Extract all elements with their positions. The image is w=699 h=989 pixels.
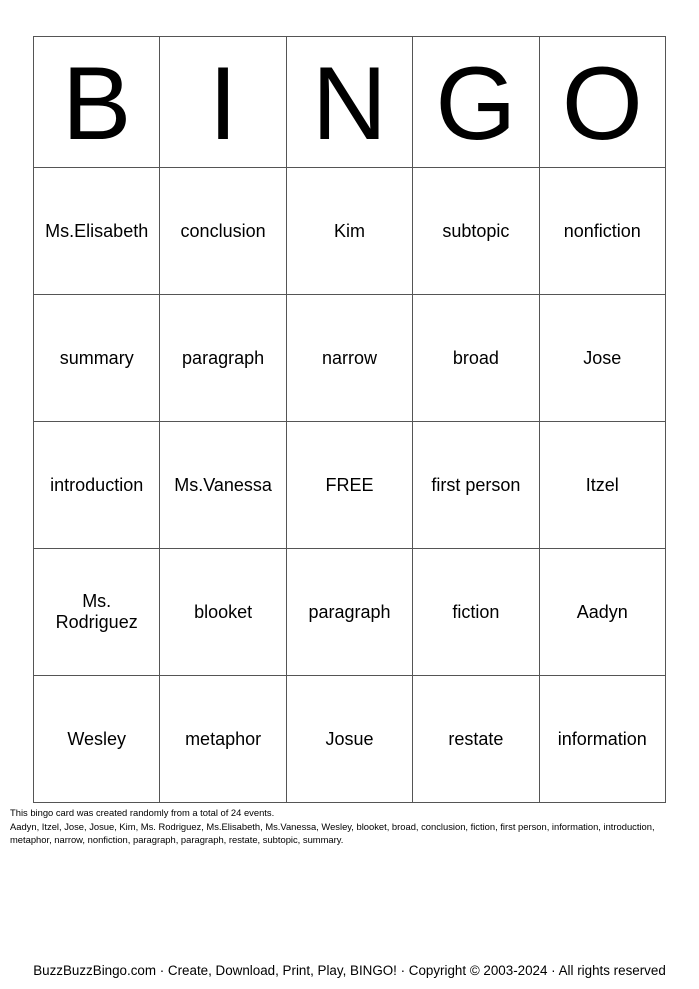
- cell-text: Itzel: [585, 474, 619, 495]
- site-footer: [0, 963, 699, 978]
- bingo-cell: [539, 422, 665, 549]
- bingo-row-2: [34, 295, 666, 422]
- cell-text: Ms.Vanessa: [174, 474, 272, 495]
- bingo-cell: [160, 168, 286, 295]
- cell-text: blooket: [194, 601, 253, 622]
- cell-text: Ms. Rodriguez: [55, 591, 138, 632]
- cell-text: Kim: [333, 220, 365, 241]
- cell-text: metaphor: [185, 728, 262, 749]
- cell-text: nonfiction: [563, 220, 641, 241]
- header-letter-text: I: [208, 46, 238, 162]
- header-letter-i: [160, 37, 286, 168]
- bingo-card: [33, 36, 666, 803]
- bingo-cell: [413, 295, 539, 422]
- cell-text: Jose: [583, 347, 622, 368]
- header-letter-text: N: [311, 46, 388, 162]
- cell-text: Wesley: [67, 728, 127, 749]
- bingo-cell: [413, 168, 539, 295]
- card-footnote: [10, 806, 690, 847]
- bingo-cell: [539, 295, 665, 422]
- cell-text: Josue: [325, 728, 374, 749]
- footnote-event-list: Aadyn, Itzel, Jose, Josue, Kim, Ms. Rodriguez, Ms.Elisabeth, Ms.Vanessa, Wesley, blooket, broad, conclusion, fiction, first person, information, introduction, metaphor, narrow, nonfiction, paragraph, paragraph, restate, subtopic, summary.: [10, 820, 655, 845]
- bingo-cell: [34, 422, 160, 549]
- cell-text: narrow: [321, 347, 377, 368]
- header-letter-o: [539, 37, 665, 168]
- cell-text: summary: [59, 347, 134, 368]
- bingo-header-row: [34, 37, 666, 168]
- header-letter-text: O: [561, 46, 643, 162]
- bingo-row-5: [34, 676, 666, 803]
- bingo-cell: [160, 295, 286, 422]
- cell-text: broad: [452, 347, 499, 368]
- bingo-row-1: [34, 168, 666, 295]
- bingo-cell: [160, 676, 286, 803]
- bingo-cell: [160, 549, 286, 676]
- site-footer-text: BuzzBuzzBingo.com · Create, Download, Print, Play, BINGO! · Copyright © 2003-2024 · All rights reserved: [33, 963, 666, 978]
- bingo-cell: [539, 549, 665, 676]
- bingo-row-3: [34, 422, 666, 549]
- bingo-cell: [286, 549, 412, 676]
- bingo-cell: [539, 168, 665, 295]
- bingo-row-4: [34, 549, 666, 676]
- cell-text: restate: [448, 728, 504, 749]
- bingo-cell: [286, 676, 412, 803]
- cell-text: FREE: [325, 474, 374, 495]
- bingo-cell: [286, 295, 412, 422]
- cell-text: Ms.Elisabeth: [45, 220, 149, 241]
- bingo-cell: [34, 549, 160, 676]
- bingo-cell: [413, 676, 539, 803]
- bingo-cell: [34, 676, 160, 803]
- footnote-summary: This bingo card was created randomly from a total of 24 events.: [10, 807, 275, 818]
- bingo-cell: [413, 549, 539, 676]
- bingo-cell: [34, 168, 160, 295]
- bingo-cell: [160, 422, 286, 549]
- cell-text: conclusion: [180, 220, 266, 241]
- cell-text: paragraph: [308, 601, 391, 622]
- header-letter-n: [286, 37, 412, 168]
- cell-text: introduction: [50, 474, 144, 495]
- bingo-cell: [34, 295, 160, 422]
- header-letter-g: [413, 37, 539, 168]
- bingo-cell: [286, 168, 412, 295]
- cell-text: subtopic: [442, 220, 510, 241]
- cell-text: first person: [431, 474, 521, 495]
- cell-text: fiction: [452, 601, 500, 622]
- bingo-cell: [539, 676, 665, 803]
- header-letter-b: [34, 37, 160, 168]
- header-letter-text: G: [435, 46, 517, 162]
- bingo-cell: [413, 422, 539, 549]
- cell-text: paragraph: [182, 347, 265, 368]
- bingo-free-cell: [286, 422, 412, 549]
- header-letter-text: B: [62, 46, 132, 162]
- cell-text: information: [557, 728, 647, 749]
- cell-text: Aadyn: [576, 601, 628, 622]
